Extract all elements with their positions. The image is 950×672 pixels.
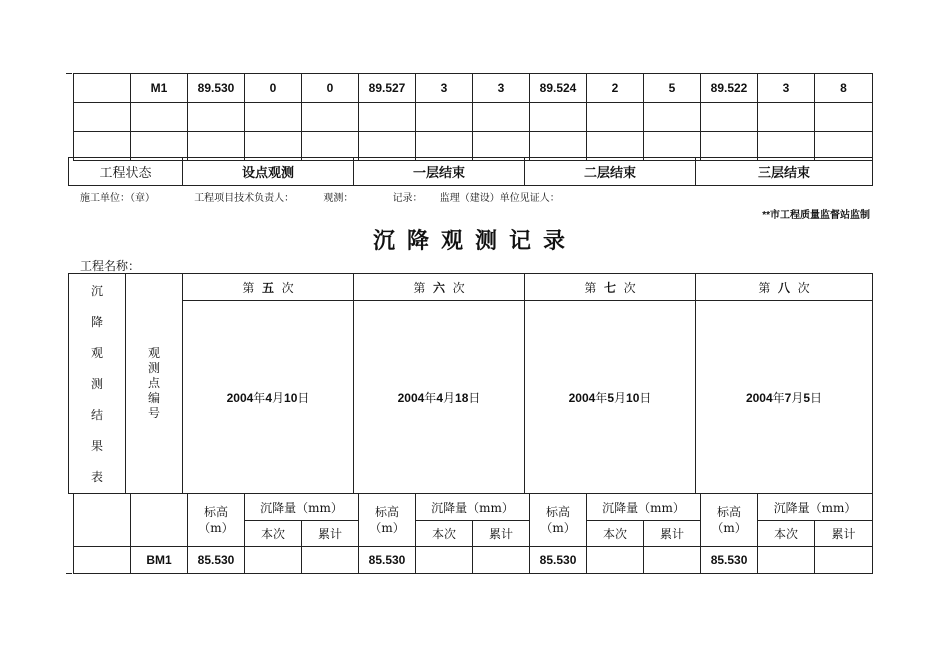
cumulative-header: 累计	[473, 521, 530, 547]
header-table	[68, 273, 873, 494]
observer-label: 观测：	[323, 193, 354, 204]
signature-line	[80, 189, 570, 204]
recorder-label: 记录：	[392, 193, 423, 204]
table-cell: 0	[245, 74, 302, 103]
table-cell	[758, 547, 815, 574]
results-table-vertical-label: 沉 降 观 测 结 果 表	[69, 274, 126, 494]
table-cell	[644, 547, 701, 574]
elevation-header: 标高 （m）	[701, 494, 758, 547]
stage-cell: 设点观测	[183, 158, 354, 186]
settlement-header: 沉降量（mm）	[245, 494, 359, 521]
stage-cell: 一层结束	[354, 158, 525, 186]
elevation-cell: 85.530	[188, 547, 245, 574]
round-header: 第 八 次	[696, 274, 873, 301]
stage-cell: 三层结束	[696, 158, 873, 186]
point-id-cell: M1	[131, 74, 188, 103]
round-header: 第 五 次	[183, 274, 354, 301]
page-title: 沉降观测记录	[372, 228, 577, 254]
status-label: 工程状态	[69, 158, 183, 186]
table-cell	[74, 494, 131, 547]
observation-date: 2004年7月5日	[696, 301, 873, 494]
table-cell: 89.524	[530, 74, 587, 103]
table-cell: 89.527	[359, 74, 416, 103]
settlement-header: 沉降量（mm）	[416, 494, 530, 521]
witness-label: 监理（建设）单位见证人：	[439, 193, 560, 204]
status-table	[68, 157, 873, 186]
observation-date: 2004年4月18日	[354, 301, 525, 494]
observation-date: 2004年5月10日	[525, 301, 696, 494]
elevation-cell: 85.530	[530, 547, 587, 574]
this-time-header: 本次	[758, 521, 815, 547]
round-header: 第 七 次	[525, 274, 696, 301]
table-cell: 3	[416, 74, 473, 103]
table-cell	[74, 74, 131, 103]
table-cell: 3	[473, 74, 530, 103]
table-row	[74, 103, 873, 132]
table-row	[74, 547, 873, 574]
table-cell	[815, 547, 873, 574]
measurement-table	[73, 493, 873, 574]
table-cell: 89.530	[188, 74, 245, 103]
status-row	[69, 158, 873, 186]
elevation-header: 标高 （m）	[359, 494, 416, 547]
table-cell: 0	[302, 74, 359, 103]
observation-date: 2004年4月10日	[183, 301, 354, 494]
round-header-row	[69, 274, 873, 301]
monitor-note: **市工程质量监督站监制	[762, 210, 870, 221]
elevation-cell: 85.530	[701, 547, 758, 574]
table-cell	[416, 547, 473, 574]
table-cell	[245, 547, 302, 574]
settlement-header: 沉降量（mm）	[758, 494, 873, 521]
cumulative-header: 累计	[815, 521, 873, 547]
top-data-table	[73, 73, 873, 161]
table-cell: 2	[587, 74, 644, 103]
table-cell	[131, 494, 188, 547]
elevation-header: 标高 （m）	[188, 494, 245, 547]
construction-unit-label: 施工单位：（章）	[80, 193, 155, 204]
table-cell: 3	[758, 74, 815, 103]
table-cell	[302, 547, 359, 574]
tech-lead-label: 工程项目技术负责人：	[194, 193, 295, 204]
project-name-label: 工程名称：	[80, 259, 141, 273]
stage-cell: 二层结束	[525, 158, 696, 186]
table-cell: 8	[815, 74, 873, 103]
subheader-row	[74, 494, 873, 521]
table-cell: 5	[644, 74, 701, 103]
margin-tick-top	[66, 73, 72, 74]
table-row	[74, 74, 873, 103]
cumulative-header: 累计	[644, 521, 701, 547]
this-time-header: 本次	[416, 521, 473, 547]
point-id-cell: BM1	[131, 547, 188, 574]
point-number-vertical-label: 观 测 点 编 号	[126, 274, 183, 494]
table-cell	[587, 547, 644, 574]
margin-tick-bottom	[66, 573, 72, 574]
date-row	[69, 301, 873, 494]
round-header: 第 六 次	[354, 274, 525, 301]
table-cell	[74, 547, 131, 574]
elevation-header: 标高 （m）	[530, 494, 587, 547]
table-cell: 89.522	[701, 74, 758, 103]
settlement-header: 沉降量（mm）	[587, 494, 701, 521]
elevation-cell: 85.530	[359, 547, 416, 574]
this-time-header: 本次	[245, 521, 302, 547]
cumulative-header: 累计	[302, 521, 359, 547]
table-cell	[473, 547, 530, 574]
this-time-header: 本次	[587, 521, 644, 547]
